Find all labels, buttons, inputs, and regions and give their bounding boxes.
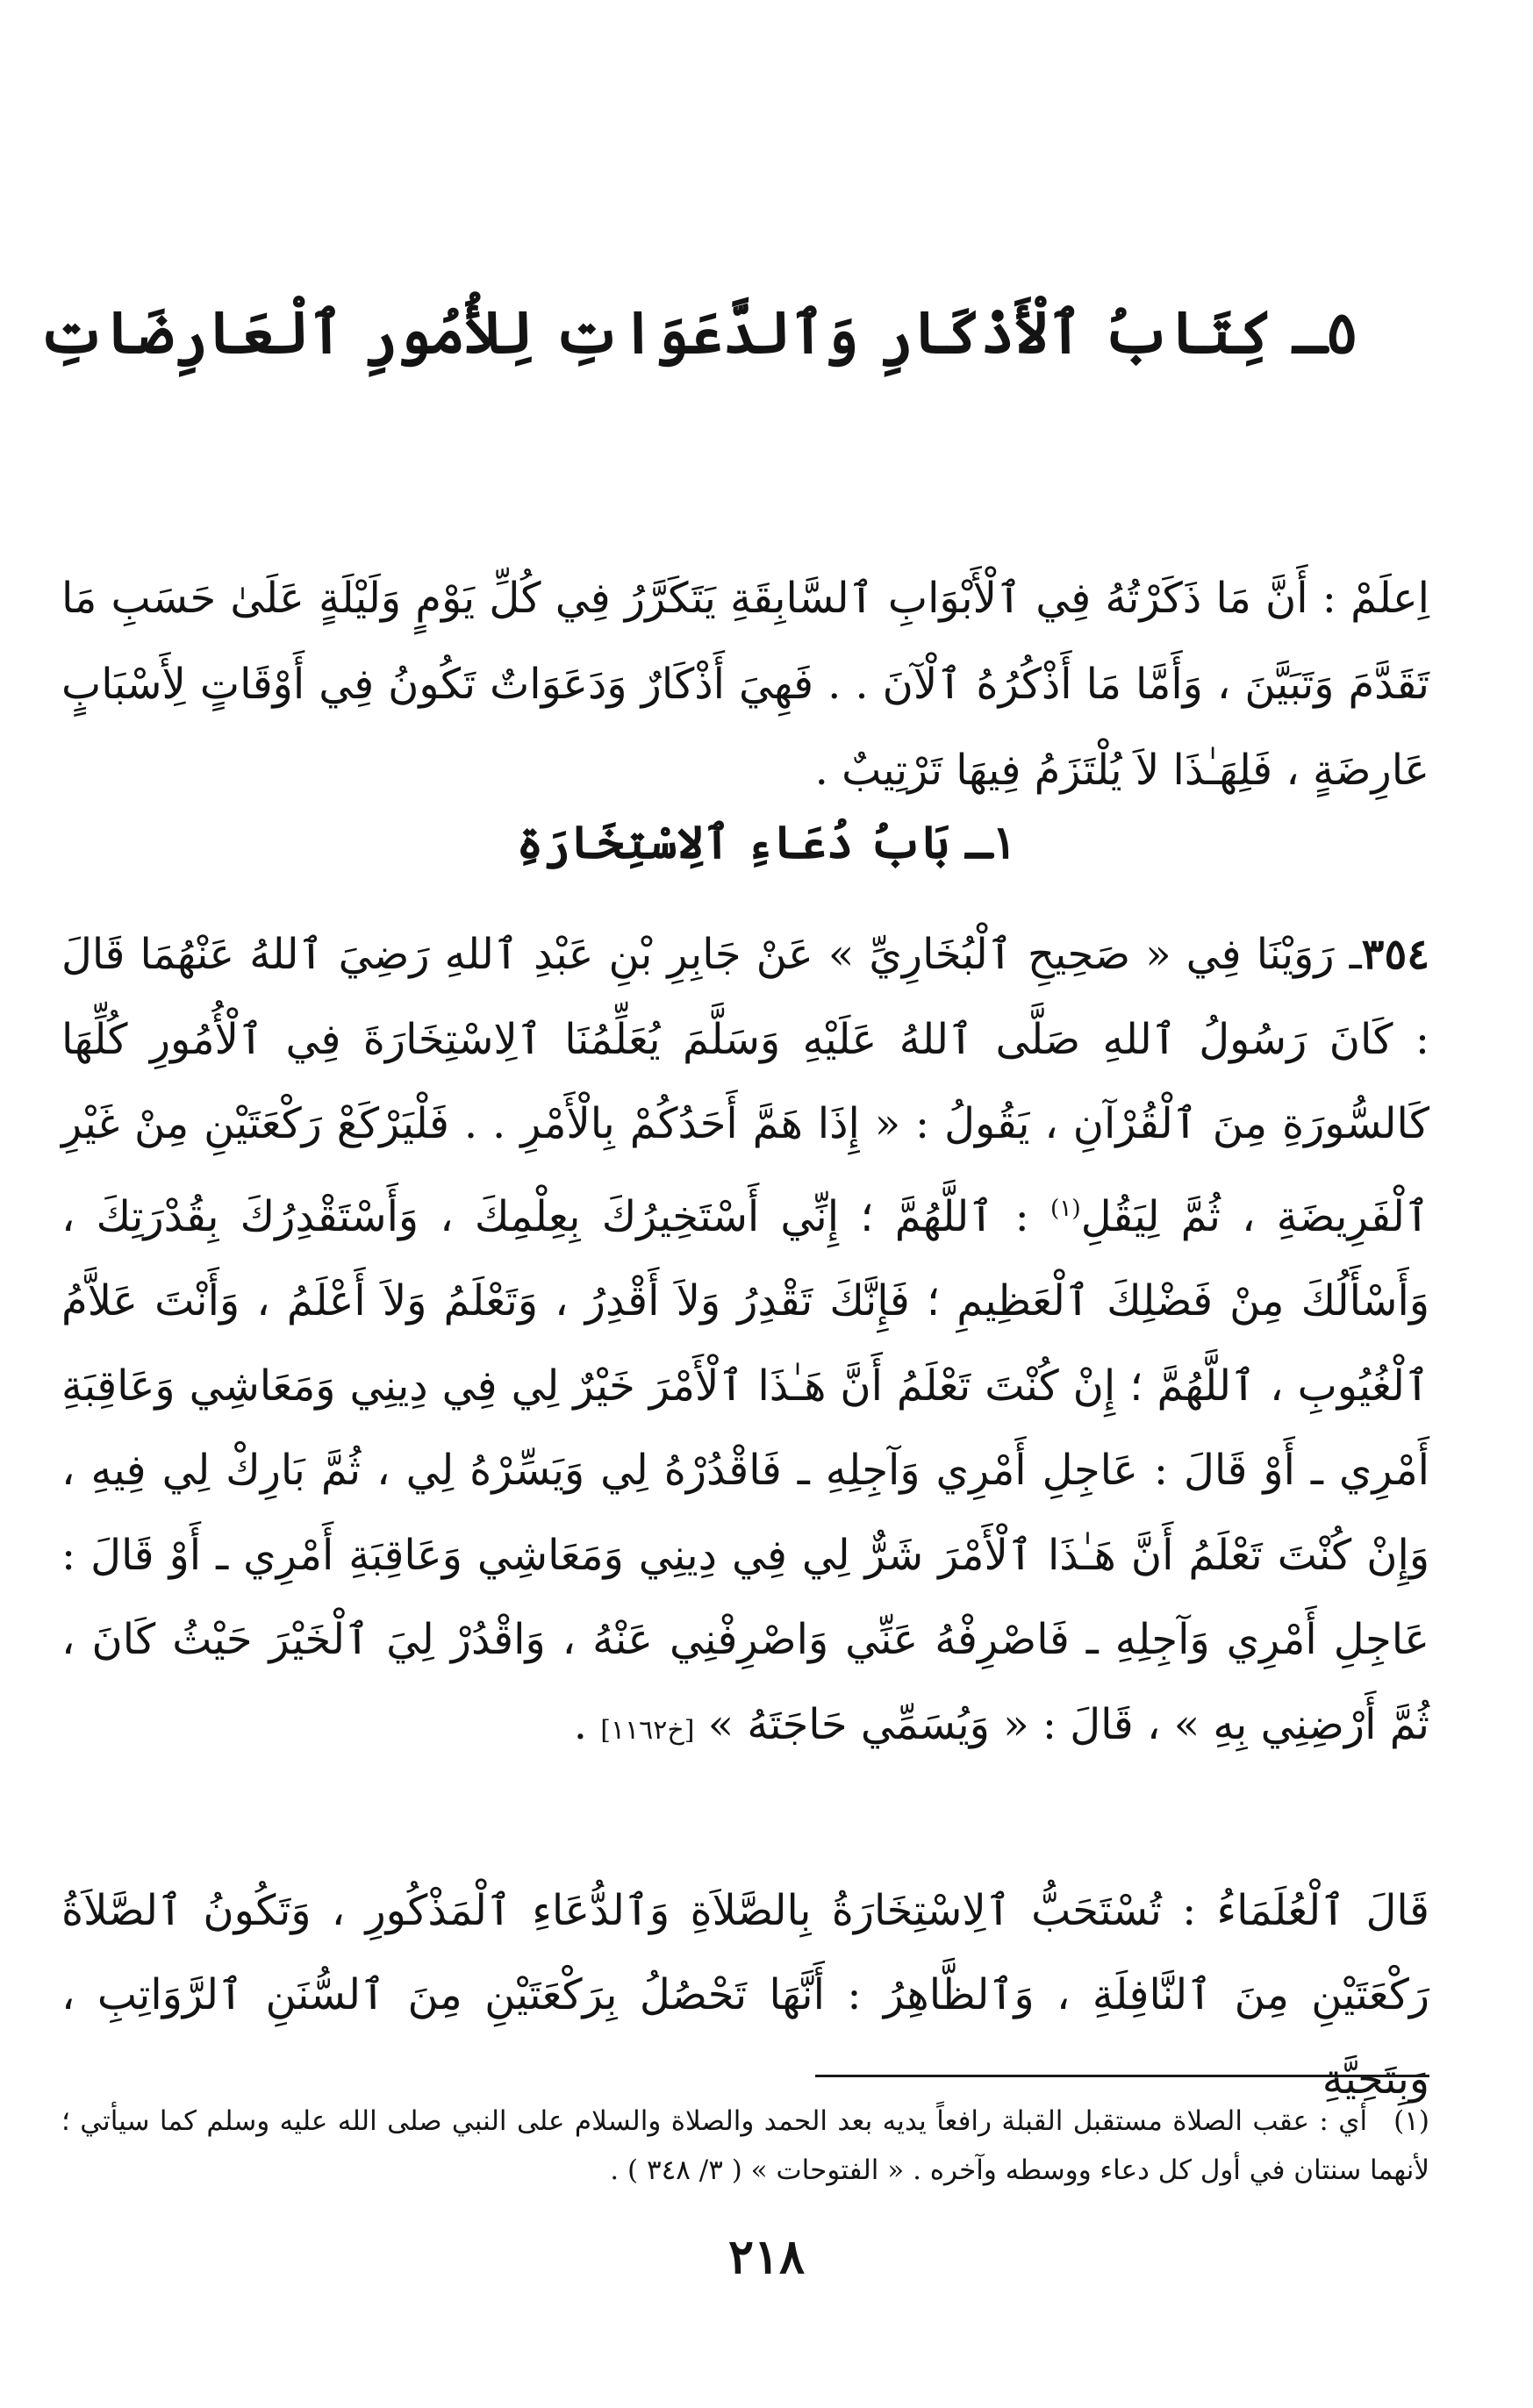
footnote-text: أي : عقب الصلاة مستقبل القبلة رافعاً يديه بعد الحمد والصلاة والسلام على النبي صلى الله عليه وسلم كما سيأتي ؛ لأنهما سنتان في أول كل دعاء ووسطه وآخره . « الفتوحات » ( ٣/ ٣٤٨ ) . — [61, 2105, 1429, 2186]
scholars-paragraph: قَالَ ٱلْعُلَمَاءُ : تُسْتَحَبُّ ٱلِاسْتِخَارَةُ بِالصَّلاَةِ وَٱلدُّعَاءِ ٱلْمَذْكُورِ ، وَتَكُونُ ٱلصَّلاَةُ رَكْعَتَيْنِ مِنَ ٱلنَّافِلَةِ ، وَٱلظَّاهِرُ : أَنَّهَا تَحْصُلُ بِرَكْعَتَيْنِ مِنَ ٱلسُّنَنِ ٱلرَّوَاتِبِ ، وَبِتَحِيَّةِ — [61, 1886, 1429, 2104]
hadith-citation: [خ١١٦٢] — [600, 1714, 695, 1746]
hadith-text-part-1: ـ رَوَيْنَا فِي « صَحِيحِ ٱلْبُخَارِيِّ » عَنْ جَابِرِ بْنِ عَبْدِ ٱللهِ رَضِيَ ٱللهُ عَنْهُمَا قَالَ : كَانَ رَسُولُ ٱللهِ صَلَّى ٱللهُ عَلَيْهِ وَسَلَّمَ يُعَلِّمُنَا ٱلِاسْتِخَارَةَ فِي ٱلْأُمُورِ كُلِّهَا كَالسُّورَةِ مِنَ ٱلْقُرْآنِ ، يَقُولُ : « إِذَا هَمَّ أَحَدُكُمْ بِالْأَمْرِ . . فَلْيَرْكَعْ رَكْعَتَيْنِ مِنْ غَيْرِ ٱلْفَرِيضَةِ ، ثُمَّ لِيَقُلِ — [61, 930, 1429, 1241]
hadith-paragraph — [61, 912, 1429, 1773]
footnote — [61, 2097, 1429, 2195]
footnote-marker: (١) — [1049, 1194, 1081, 1222]
chapter-title: ٥ـ كِتَابُ ٱلْأَذْكَارِ وَٱلدَّعَوَاتِ لِلأُمُورِ ٱلْعَارِضَاتِ — [38, 298, 1357, 367]
section-heading: ١ـ بَابُ دُعَاءِ ٱلِاسْتِخَارَةِ — [516, 816, 1017, 869]
footnote-divider — [815, 2075, 1429, 2077]
page-number: ٢١٨ — [727, 2228, 805, 2284]
footnote-number: (١) — [1393, 2105, 1429, 2137]
hadith-text-part-2: : ٱللَّهُمَّ ؛ إِنِّي أَسْتَخِيرُكَ بِعِلْمِكَ ، وَأَسْتَقْدِرُكَ بِقُدْرَتِكَ ، وَأَسْأَلُكَ مِنْ فَضْلِكَ ٱلْعَظِيمِ ؛ فَإِنَّكَ تَقْدِرُ وَلاَ أَقْدِرُ ، وَتَعْلَمُ وَلاَ أَعْلَمُ ، وَأَنْتَ عَلاَّمُ ٱلْغُيُوبِ ، ٱللَّهُمَّ ؛ إِنْ كُنْتَ تَعْلَمُ أَنَّ هَـٰذَا ٱلْأَمْرَ خَيْرٌ لِي فِي دِينِي وَمَعَاشِي وَعَاقِبَةِ أَمْرِي ـ أَوْ قَالَ : عَاجِلِ أَمْرِي وَآجِلِهِ ـ فَاقْدُرْهُ لِي وَيَسِّرْهُ لِي ، ثُمَّ بَارِكْ لِي فِيهِ ، وَإِنْ كُنْتَ تَعْلَمُ أَنَّ هَـٰذَا ٱلْأَمْرَ شَرٌّ لِي فِي دِينِي وَمَعَاشِي وَعَاقِبَةِ أَمْرِي ـ أَوْ قَالَ : عَاجِلِ أَمْرِي وَآجِلِهِ ـ فَاصْرِفْهُ عَنِّي وَاصْرِفْنِي عَنْهُ ، وَاقْدُرْ لِيَ ٱلْخَيْرَ حَيْثُ كَانَ ، ثُمَّ أَرْضِنِي بِهِ » ، قَالَ : « وَيُسَمِّي حَاجَتَهُ » — [61, 1191, 1430, 1749]
hadith-number: ٣٥٤ — [1361, 930, 1429, 979]
intro-paragraph: اِعلَمْ : أَنَّ مَا ذَكَرْتُهُ فِي ٱلْأَبْوَابِ ٱلسَّابِقَةِ يَتَكَرَّرُ فِي كُلِّ يَوْمٍ وَلَيْلَةٍ عَلَىٰ حَسَبِ مَا تَقَدَّمَ وَتَبَيَّنَ ، وَأَمَّا مَا أَذْكُرُهُ ٱلْآنَ . . فَهِيَ أَذْكَارٌ وَدَعَوَاتٌ تَكُونُ فِي أَوْقَاتٍ لِأَسْبَابٍ عَارِضَةٍ ، فَلِهَـٰذَا لاَ يُلْتَزَمُ فِيهَا تَرْتِيبٌ . — [61, 574, 1429, 795]
hadith-closing: . — [573, 1699, 601, 1749]
